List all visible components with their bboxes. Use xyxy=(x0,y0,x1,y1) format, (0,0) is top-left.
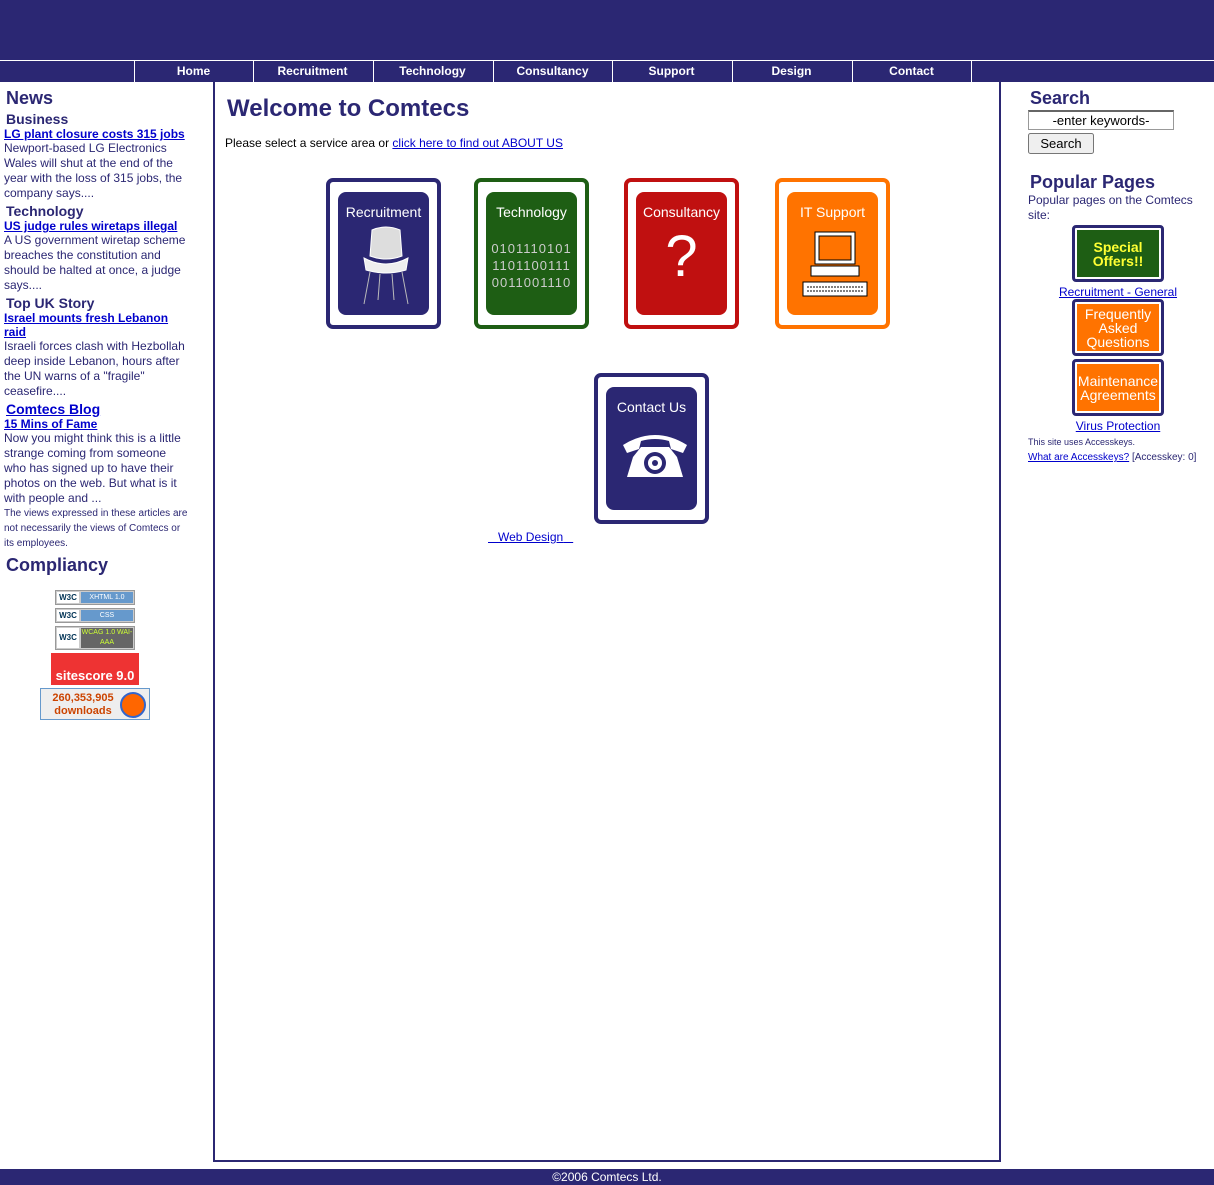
business-summary: Newport-based LG Electronics Wales will shut at the end of the year with the loss of 315 jobs, the company says.... xyxy=(4,141,183,200)
top-uk-heading: Top UK Story xyxy=(6,295,95,311)
css-valid-badge[interactable]: W3C CSS xyxy=(55,608,135,623)
accesskeys-help-link[interactable]: What are Accesskeys? xyxy=(1028,452,1130,463)
special-offers-button[interactable]: Special Offers!! xyxy=(1072,225,1164,282)
nav-contact[interactable]: Contact xyxy=(852,61,970,82)
left-sidebar xyxy=(0,82,212,723)
recruitment-label: Recruitment xyxy=(345,204,422,220)
firefox-icon xyxy=(120,692,146,718)
right-sidebar xyxy=(1028,82,1208,465)
accesskey-hint: [Accesskey: 0] xyxy=(1131,452,1197,463)
blog-summary: Now you might think this is a little strange coming from someone who has signed up to have their photos on the web. But what is it with people and ... xyxy=(4,431,181,505)
page-title: Welcome to Comtecs xyxy=(227,95,470,122)
sitescore-badge[interactable]: sitescore 9.0 xyxy=(51,653,139,685)
business-headline-link[interactable]: LG plant closure costs 315 jobs xyxy=(4,127,185,141)
nav-recruitment[interactable]: Recruitment xyxy=(253,61,371,82)
xhtml-valid-badge[interactable]: W3C XHTML 1.0 xyxy=(55,590,135,605)
it-support-service-tile[interactable] xyxy=(775,178,890,329)
nav-consultancy[interactable]: Consultancy xyxy=(493,61,611,82)
blog-headline-link[interactable]: 15 Mins of Fame xyxy=(4,417,98,431)
copyright-text: ©2006 Comtecs Ltd. xyxy=(552,1170,662,1184)
technology-summary: A US government wiretap scheme breaches the constitution and should be halted at once, a judge says.... xyxy=(4,233,186,292)
nav-divider xyxy=(971,61,972,82)
about-us-link[interactable]: click here to find out ABOUT US xyxy=(392,136,563,150)
top-uk-summary: Israeli forces clash with Hezbollah deep inside Lebanon, hours after the UN warns of a "fragile" ceasefire.... xyxy=(4,339,185,398)
recruitment-general-link[interactable]: Recruitment - General xyxy=(1058,285,1178,299)
nav-technology[interactable]: Technology xyxy=(373,61,491,82)
news-heading: News xyxy=(6,88,54,108)
telephone-icon xyxy=(619,429,691,481)
top-banner xyxy=(0,0,1214,60)
binary-icon: 0101110101 1101100111 0011001110 xyxy=(491,241,572,290)
search-heading: Search xyxy=(1030,88,1091,108)
recruitment-service-tile[interactable] xyxy=(326,178,441,329)
accesskeys-note: This site uses Accesskeys. xyxy=(1028,437,1136,447)
virus-protection-link[interactable]: Virus Protection xyxy=(1075,419,1161,433)
technology-heading: Technology xyxy=(6,203,84,219)
wcag-aaa-badge[interactable]: W3C WCAG 1.0 WAI-AAA xyxy=(55,626,135,650)
compliancy-heading: Compliancy xyxy=(6,555,109,575)
nav-support[interactable]: Support xyxy=(612,61,730,82)
firefox-downloads-badge[interactable]: 260,353,905 downloads xyxy=(40,688,150,720)
main-nav xyxy=(0,60,1214,82)
intro-text: Please select a service area or click here to find out ABOUT US xyxy=(225,136,563,150)
contact-label: Contact Us xyxy=(616,399,687,415)
business-heading: Business xyxy=(6,111,69,127)
blog-heading-link[interactable]: Comtecs Blog xyxy=(6,401,101,417)
faq-button[interactable]: Frequently Asked Questions xyxy=(1072,299,1164,356)
consultancy-label: Consultancy xyxy=(642,204,721,220)
chair-icon xyxy=(358,226,415,306)
computer-icon xyxy=(801,230,869,302)
popular-pages-heading: Popular Pages xyxy=(1030,172,1156,192)
main-content xyxy=(213,81,1001,1162)
technology-label: Technology xyxy=(496,204,567,220)
blog-disclaimer: The views expressed in these articles are not necessarily the views of Comtecs or its employees. xyxy=(4,508,188,549)
maintenance-agreements-button[interactable]: Maintenance Agreements xyxy=(1072,359,1164,416)
technology-service-tile[interactable] xyxy=(474,178,589,329)
top-uk-headline-link[interactable]: Israel mounts fresh Lebanon raid xyxy=(4,311,169,339)
web-design-link[interactable]: Web Design xyxy=(498,530,564,544)
question-mark-icon: ? xyxy=(665,224,698,289)
popular-intro: Popular pages on the Comtecs site: xyxy=(1028,193,1193,222)
search-input[interactable] xyxy=(1028,110,1174,130)
nav-design[interactable]: Design xyxy=(732,61,850,82)
consultancy-service-tile[interactable] xyxy=(624,178,739,329)
technology-headline-link[interactable]: US judge rules wiretaps illegal xyxy=(4,219,178,233)
contact-service-tile[interactable] xyxy=(594,373,709,524)
footer xyxy=(0,1169,1214,1185)
search-button[interactable]: Search xyxy=(1028,133,1094,154)
nav-home[interactable]: Home xyxy=(134,61,252,82)
it-support-label: IT Support xyxy=(799,204,866,220)
